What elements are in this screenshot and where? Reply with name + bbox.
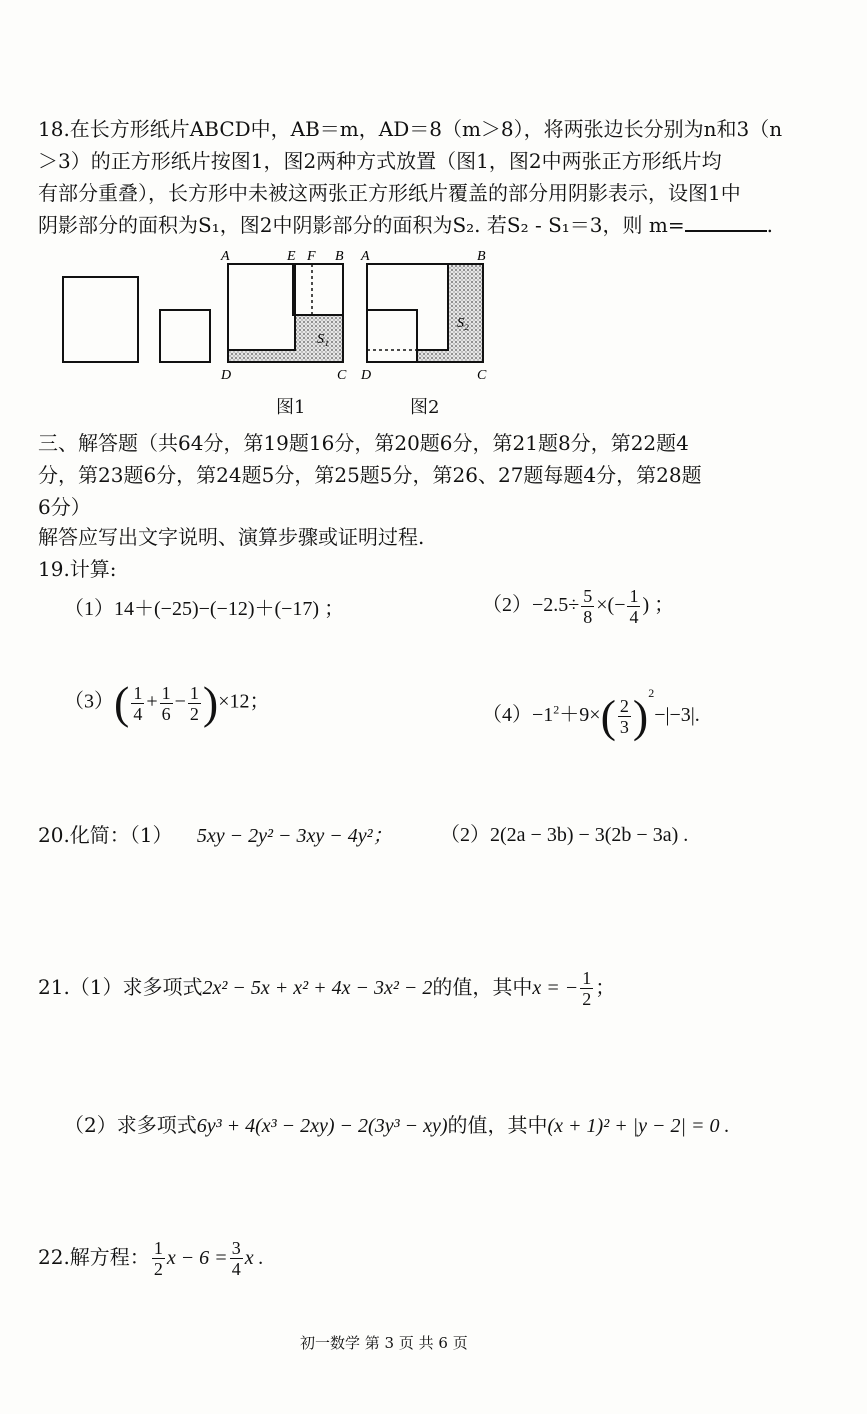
frac-num: 1 [189,682,199,703]
q21-p1-x: x = − [532,977,579,999]
fig2-label-D: D [361,368,372,383]
figure-1 [228,264,343,362]
frac-num: 5 [583,586,593,606]
q19-p2-label: （2） [482,594,532,617]
fig1-label-E: E [287,249,296,264]
q21-p1-mid: 的值，其中 [432,975,533,999]
q19-p4-b: ＋9× [559,704,601,726]
q19-p4-label: （4） [482,704,532,726]
section3-line2: 分，第23题6分，第24题5分，第25题5分，第26、27题每题4分，第28题 [38,463,702,487]
q19-title: 19.计算: [38,557,117,581]
q22-end: x . [244,1247,264,1269]
fig1-label-F: F [307,249,316,264]
q18-line4 [38,212,773,238]
q18-line3: 有部分重叠），长方形中未被这两张正方形纸片覆盖的部分用阴影表示，设图1中 [38,181,741,205]
exponent: 2 [553,702,560,717]
q19-p3-frac1 [131,683,144,724]
q18-line4-text: 阴影部分的面积为S₁，图2中阴影部分的面积为S₂. 若S₂ - S₁＝3，则 m= [38,213,685,237]
fig2-s2-label: S₂ [457,316,469,331]
fig1-s1-label: S₁ [317,332,329,347]
frac-num: 1 [133,682,143,703]
square-n [63,277,138,362]
q21-p2-label: （2）求多项式 [64,1113,197,1137]
fig1-label-B: B [335,249,344,264]
figure-2-caption: 图2 [410,397,440,418]
q19-part1: （1）14＋(−25)−(−12)＋(−17) ； [64,598,345,620]
q21-p1-frac [580,968,593,1009]
page-footer: 初一数学 第 3 页 共 6 页 [300,1334,468,1352]
frac-den: 4 [133,703,143,724]
q22-label: 22.解方程： [38,1245,150,1269]
q22-mid: x − 6 = [166,1247,228,1269]
exponent: 2 [648,686,655,700]
q21-p1-end: ； [595,975,616,999]
frac-num: 1 [582,968,592,988]
section3-line3: 6分） [38,495,91,519]
q21-p2-cond: (x + 1)² + |y − 2| = 0 . [547,1115,730,1137]
q19-p2-frac2 [627,586,640,627]
q19-part3: （3）( $\frac{1}{4}$ + $\frac{1}{6}$ − $\frac{1}{2}$ )×12； [64,677,270,728]
q19-p4-frac [618,696,631,737]
section3-line1: 三、解答题（共64分，第19题16分，第20题6分，第21题8分，第22题4 [38,431,689,455]
fig2-label-C: C [477,368,487,383]
q20-label: 20.化简：（1） [38,823,173,847]
frac-den: 8 [583,607,593,627]
frac-den: 4 [231,1259,241,1279]
q19-p2-b: ×(− [596,594,626,617]
q19-p4-c: −|−3|. [654,704,700,726]
left-paren: ( [114,677,130,728]
frac-num: 1 [153,1238,163,1258]
q20-part1: 5xy − 2y² − 3xy − 4y²； [196,825,393,847]
q18-line4-end: . [766,213,773,237]
figure-2 [367,264,483,362]
q20-line [38,822,393,849]
q21-p2-expr: 6y³ + 4(x³ − 2xy) − 2(3y³ − xy) [196,1115,448,1137]
right-paren: ) [632,690,649,742]
q18-line1: 18.在长方形纸片ABCD中，AB＝m，AD＝8（m＞8），将两张边长分别为n和3（n [38,117,783,141]
q19-p2-a: −2.5÷ [532,594,580,617]
frac-den: 3 [619,716,629,737]
q19-p4-a: −1 [532,704,554,726]
q19-p3-tail: ×12； [218,690,270,713]
figure-1-caption: 图1 [276,397,306,418]
fig2-label-B: B [477,249,486,264]
frac-num: 2 [619,695,629,716]
frac-num: 1 [629,586,639,606]
fig1-label-A: A [221,249,230,264]
fig1-label-C: C [337,368,347,383]
answer-blank[interactable] [685,214,767,232]
q19-p3-frac2 [160,683,173,724]
q19-part4 [482,680,700,742]
frac-num: 1 [161,682,171,703]
q21-part2 [64,1112,730,1139]
q18-figures [55,245,505,390]
q22-frac2 [230,1238,243,1279]
frac-den: 6 [161,703,171,724]
q22-line [38,1238,264,1279]
frac-den: 2 [582,989,592,1009]
q21-p1-label: 21.（1）求多项式 [38,975,203,999]
square-3 [160,310,210,362]
q19-p3-label: （3） [64,690,114,713]
q18-line2: ＞3）的正方形纸片按图1，图2两种方式放置（图1，图2中两张正方形纸片均 [38,149,722,173]
frac-den: 2 [189,703,199,724]
q21-p2-mid: 的值，其中 [447,1113,548,1137]
fig2-label-A: A [361,249,370,264]
q21-part1 [38,968,615,1009]
q20-part2: （2）2(2a − 3b) − 3(2b − 3a) . [440,824,689,846]
frac-num: 3 [231,1238,241,1258]
frac-den: 4 [629,607,639,627]
left-paren: ( [600,690,616,742]
q22-frac1 [152,1238,165,1279]
q19-p3-frac3 [188,683,201,724]
q19-p2-c: ) ； [642,594,675,617]
section3-instruction: 解答应写出文字说明、演算步骤或证明过程. [38,525,425,549]
q21-p1-expr: 2x² − 5x + x² + 4x − 3x² − 2 [202,977,433,999]
right-paren: ) [202,677,219,728]
q19-part2 [482,586,674,627]
q19-p2-frac1 [581,586,594,627]
frac-den: 2 [153,1259,163,1279]
fig1-label-D: D [221,368,232,383]
